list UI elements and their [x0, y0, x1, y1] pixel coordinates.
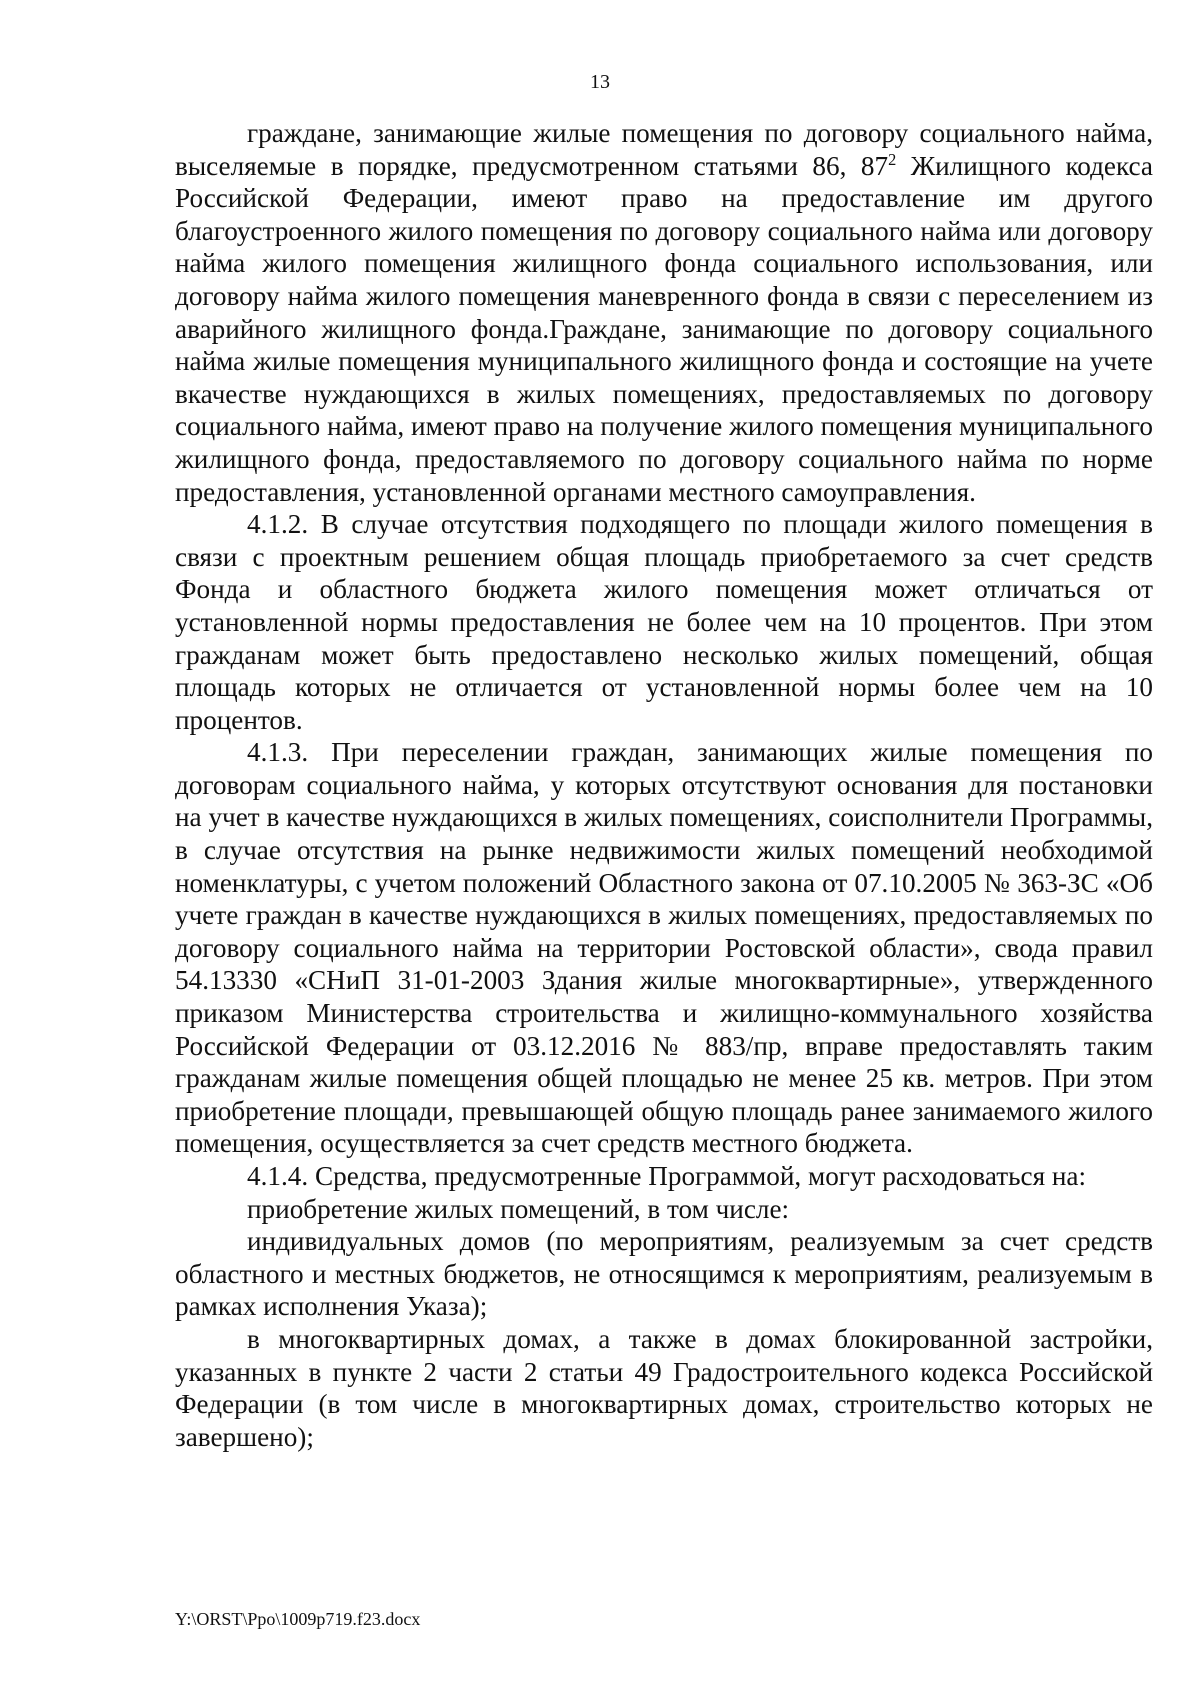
paragraph-acquisition: приобретение жилых помещений, в том числе: [247, 1193, 790, 1224]
paragraph-text-part: граждане, занимающие жилые помещения по договору социального найма, выселяемые в порядке, предусмотренном статьями 86, 87 [175, 118, 1153, 181]
paragraph-text-part: Жилищного кодекса Российской Федерации, имеют право на предоставление им другого благоустроенного жилого помещения по договору социального найма или договору найма жилого помещения жилищного фонда социального использования, или договору найма жилого помещения маневренного фонда в связи с переселением из аварийного жилищного фонда.Граждане, занимающие по договору социального найма жилые помещения муниципального жилищного фонда и состоящие на учете вкачестве нуждающихся в жилых помещениях, предоставляемых по договору социального найма, имеют право на получение жилого помещения муниципального жилищного фонда, предоставляемого по договору социального найма по норме предоставления, установленной органами местного самоуправления. [175, 150, 1153, 507]
paragraph-citizens-rights [175, 117, 1153, 508]
footer-file-path: Y:\ORST\Ppo\1009p719.f23.docx [175, 1609, 421, 1629]
superscript: 2 [888, 149, 897, 169]
paragraph-apartment-buildings: в многоквартирных домах, а также в домах блокированной застройки, указанных в пункте 2 части 2 статьи 49 Градостроительного кодекса Российской Федерации (в том числе в многоквартирных домах, строительство которых не завершено); [175, 1323, 1153, 1452]
paragraph-4-1-4: 4.1.4. Средства, предусмотренные Программой, могут расходоваться на: [247, 1161, 1087, 1191]
paragraph-4-1-3: 4.1.3. При переселении граждан, занимающих жилые помещения по договорам социального найма, у которых отсутствуют основания для постановки на учет в качестве нуждающихся в жилых помещениях, соисполнители Программы, в случае отсутствия на рынке недвижимости жилых помещений необходимой номенклатуры, с учетом положений Областного закона от 07.10.2005 № 363-ЗС «Об учете граждан в качестве нуждающихся в жилых помещениях, предоставляемых по договору социального найма на территории Ростовской области», свода правил 54.13330 «СНиП 31-01-2003 Здания жилые многоквартирные», утвержденного приказом Министерства строительства и жилищно-коммунального хозяйства Российской Федерации от 03.12.2016 № 883/пр, вправе предоставлять таким гражданам жилые помещения общей площадью не менее 25 кв. метров. При этом приобретение площади, превышающей общую площадь ранее занимаемого жилого помещения, осуществляется за счет средств местного бюджета. [175, 737, 1153, 1159]
page-number: 13 [590, 71, 610, 93]
paragraph-individual-houses: индивидуальных домов (по мероприятиям, реализуемым за счет средств областного и местных бюджетов, не относящимся к мероприятиям, реализуемым в рамках исполнения Указа); [175, 1226, 1153, 1322]
document-body [175, 117, 1153, 1453]
paragraph-4-1-2: 4.1.2. В случае отсутствия подходящего по площади жилого помещения в связи с проектным решением общая площадь приобретаемого за счет средств Фонда и областного бюджета жилого помещения может отличаться от установленной нормы предоставления не более чем на 10 процентов. При этом гражданам может быть предоставлено несколько жилых помещений, общая площадь которых не отличается от установленной нормы более чем на 10 процентов. [175, 509, 1153, 735]
